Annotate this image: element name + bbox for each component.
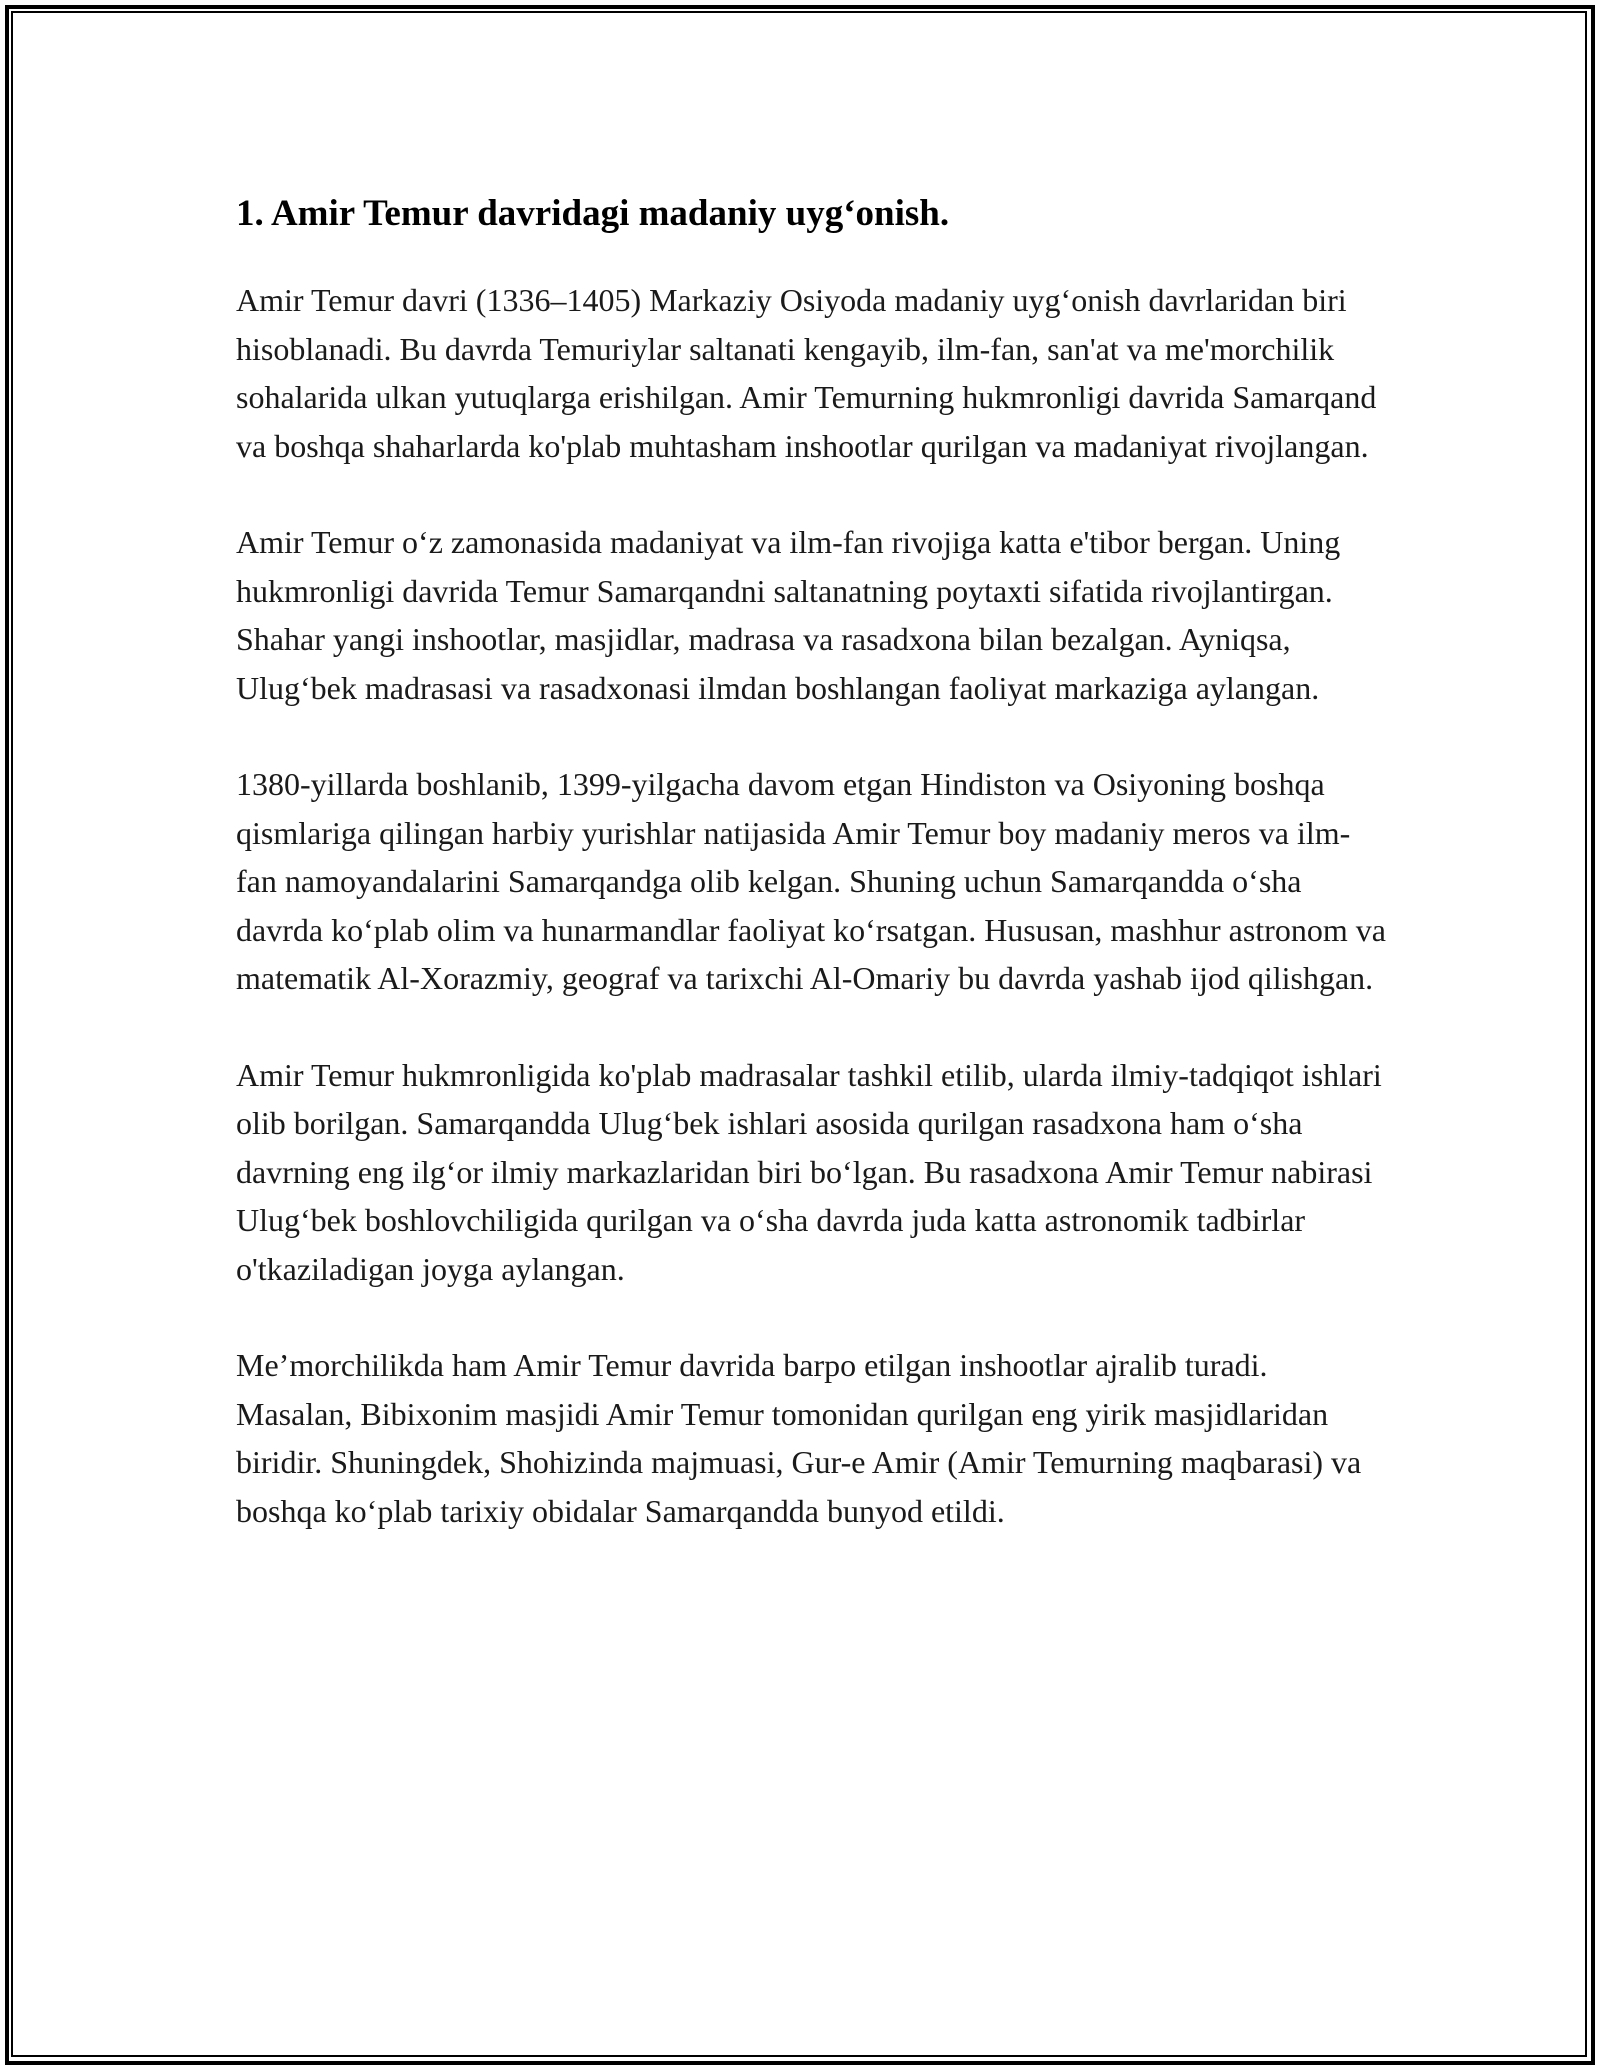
paragraph-intro: Amir Temur davri (1336–1405) Markaziy Osiyoda madaniy uyg‘onish davrlaridan biri hisoblanadi. Bu davrda Temuriylar saltanati kengayib, ilm-fan, san'at va me'morchilik sohalarida ulkan yutuqlarga erishilgan. Amir Temurning hukmronligi davrida Samarqand va boshqa shaharlarda ko'plab muhtasham inshootlar qurilgan va madaniyat rivojlangan. — [236, 282, 1377, 464]
paragraph-samarkand-capital: Amir Temur o‘z zamonasida madaniyat va ilm-fan rivojiga katta e'tibor bergan. Uning hukmronligi davrida Temur Samarqandni saltanatning poytaxti sifatida rivojlantirgan. Shahar yangi inshootlar, masjidlar, madrasa va rasadxona bilan bezalgan. Ayniqsa, Ulug‘bek madrasasi va rasadxonasi ilmdan boshlangan faoliyat markaziga aylangan. — [236, 524, 1341, 706]
paragraph-madrasas-observatory: Amir Temur hukmronligida ko'plab madrasalar tashkil etilib, ularda ilmiy-tadqiqot ishlari olib borilgan. Samarqandda Ulug‘bek ishlari asosida qurilgan rasadxona ham o‘sha davrning eng ilg‘or ilmiy markazlaridan biri bo‘lgan. Bu rasadxona Amir Temur nabirasi Ulug‘bek boshlovchiligida qurilgan va o‘sha davrda juda katta astronomik tadbirlar o'tkaziladigan joyga aylangan. — [236, 1056, 1382, 1287]
document-body — [236, 190, 1386, 1583]
paragraph-military-campaigns: 1380-yillarda boshlanib, 1399-yilgacha davom etgan Hindiston va Osiyoning boshqa qismlariga qilingan harbiy yurishlar natijasida Amir Temur boy madaniy meros va ilm-fan namoyandalarini Samarqandga olib kelgan. Shuning uchun Samarqandda o‘sha davrda ko‘plab olim va hunarmandlar faoliyat ko‘rsatgan. Hususan, mashhur astronom va matematik Al-Xorazmiy, geograf va tarixchi Al-Omariy bu davrda yashab ijod qilishgan. — [236, 766, 1386, 996]
paragraph-architecture: Me’morchilikda ham Amir Temur davrida barpo etilgan inshootlar ajralib turadi. Masalan, Bibixonim masjidi Amir Temur tomonidan qurilgan eng yirik masjidlaridan biridir. Shuningdek, Shohizinda majmuasi, Gur-e Amir (Amir Temurning maqbarasi) va boshqa ko‘plab tarixiy obidalar Samarqandda bunyod etildi. — [236, 1347, 1362, 1529]
section-title: 1. Amir Temur davridagi madaniy uyg‘onish. — [236, 193, 950, 234]
